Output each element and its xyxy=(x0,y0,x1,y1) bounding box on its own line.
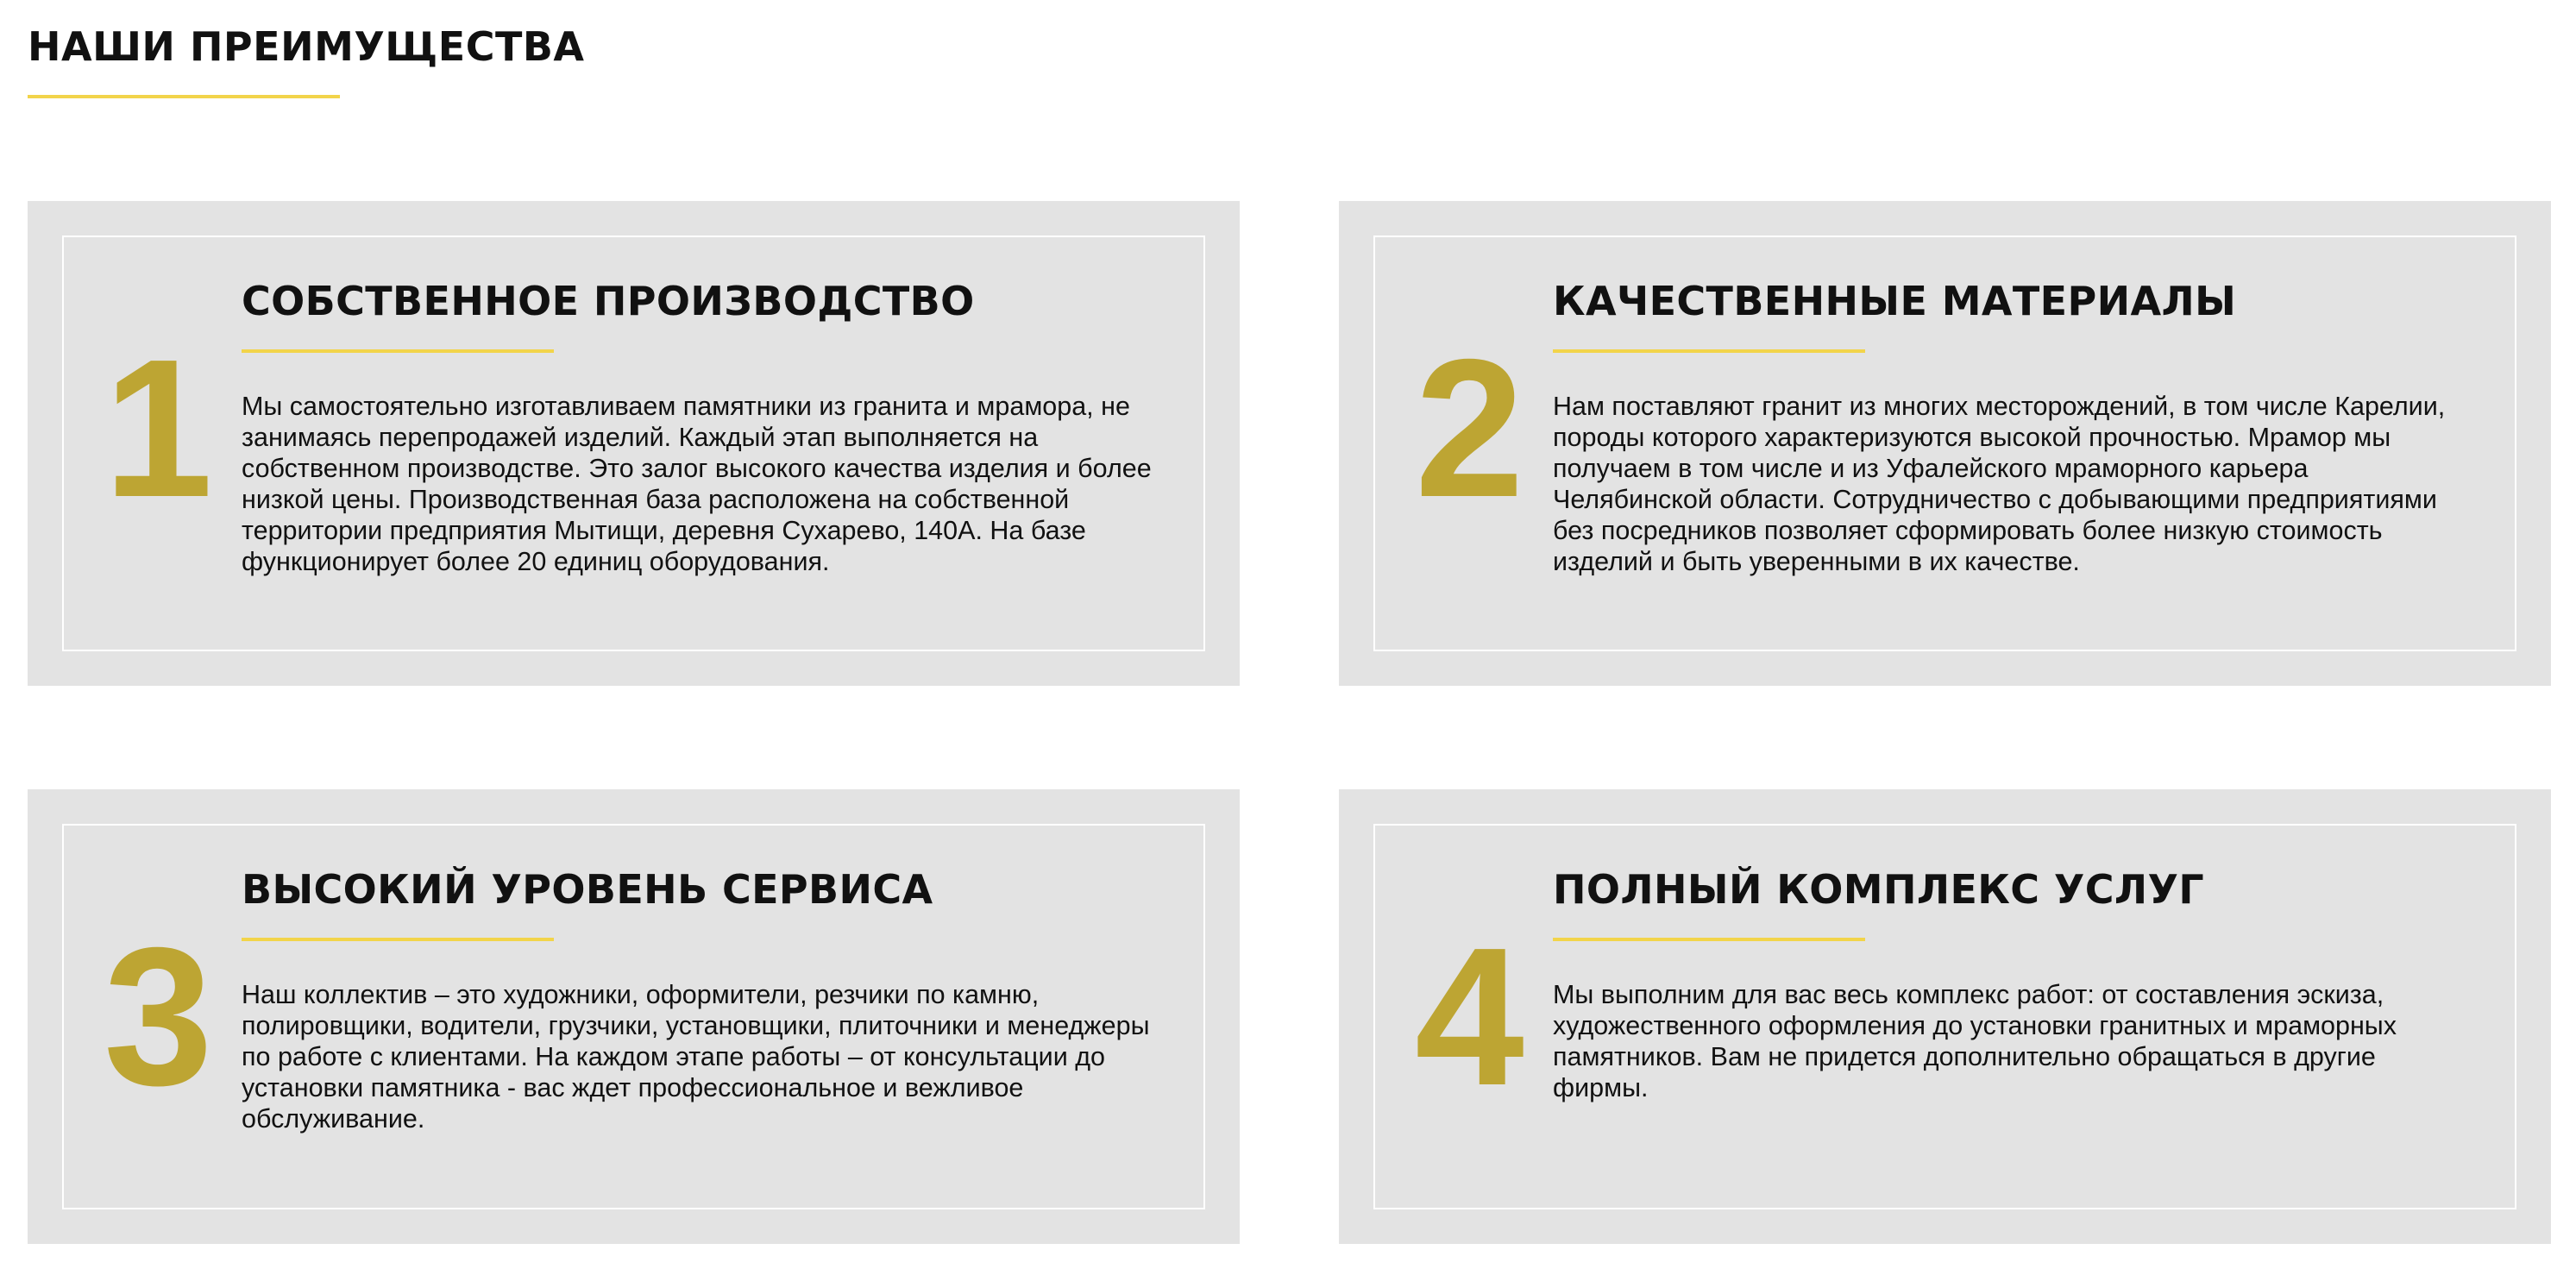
card-title: КАЧЕСТВЕННЫЕ МАТЕРИАЛЫ xyxy=(1553,278,2237,324)
card-number: 4 xyxy=(1415,908,1524,1127)
card-title: СОБСТВЕННОЕ ПРОИЗВОДСТВО xyxy=(242,278,975,324)
card-description: Мы выполним для вас весь комплекс работ: от составления эскиза, художественного оформления до установки гранитных и мраморных памятников. Вам не придется дополнительно обращаться в другие фирмы. xyxy=(1553,980,2397,1102)
card-content xyxy=(1553,275,2467,577)
advantage-card-services xyxy=(1339,789,2551,1244)
card-number: 3 xyxy=(104,908,213,1127)
advantage-card-materials xyxy=(1339,201,2551,686)
section-title-underline xyxy=(28,95,340,98)
card-title: ВЫСОКИЙ УРОВЕНЬ СЕРВИСА xyxy=(242,866,933,913)
card-title-underline xyxy=(1553,349,1865,353)
card-description: Мы самостоятельно изготавливаем памятники из гранита и мрамора, не занимаясь перепродажей изделий. Каждый этап выполняется на собственном производстве. Это залог высокого качества изделия и более низкой цены. Производственная база расположена на собственной территории предприятия Мытищи, деревня Сухарево, 140А. На базе функционирует более 20 единиц оборудования. xyxy=(242,392,1152,576)
section-title: НАШИ ПРЕИМУЩЕСТВА xyxy=(28,23,585,70)
card-number: 2 xyxy=(1415,319,1524,538)
card-title-underline xyxy=(242,938,554,941)
card-number: 1 xyxy=(104,319,213,538)
advantage-card-service xyxy=(28,789,1240,1244)
advantage-card-production xyxy=(28,201,1240,686)
card-content xyxy=(242,864,1156,1134)
card-description: Нам поставляют гранит из многих месторождений, в том числе Карелии, породы которого характеризуются высокой прочностью. Мрамор мы получаем в том числе и из Уфалейского мраморного карьера Челябинской области. Сотрудничество с добывающими предприятиями без посредников позволяет сформировать более низкую стоимость изделий и быть уверенными в их качестве. xyxy=(1553,392,2446,576)
card-content xyxy=(242,275,1156,577)
card-title-underline xyxy=(1553,938,1865,941)
card-description: Наш коллектив – это художники, оформители, резчики по камню, полировщики, водители, грузчики, установщики, плиточники и менеджеры по работе с клиентами. На каждом этапе работы – от консультации до установки памятника - вас ждет профессиональное и вежливое обслуживание. xyxy=(242,980,1150,1134)
card-content xyxy=(1553,864,2467,1103)
card-title: ПОЛНЫЙ КОМПЛЕКС УСЛУГ xyxy=(1553,866,2205,913)
section-header xyxy=(28,21,585,98)
card-title-underline xyxy=(242,349,554,353)
